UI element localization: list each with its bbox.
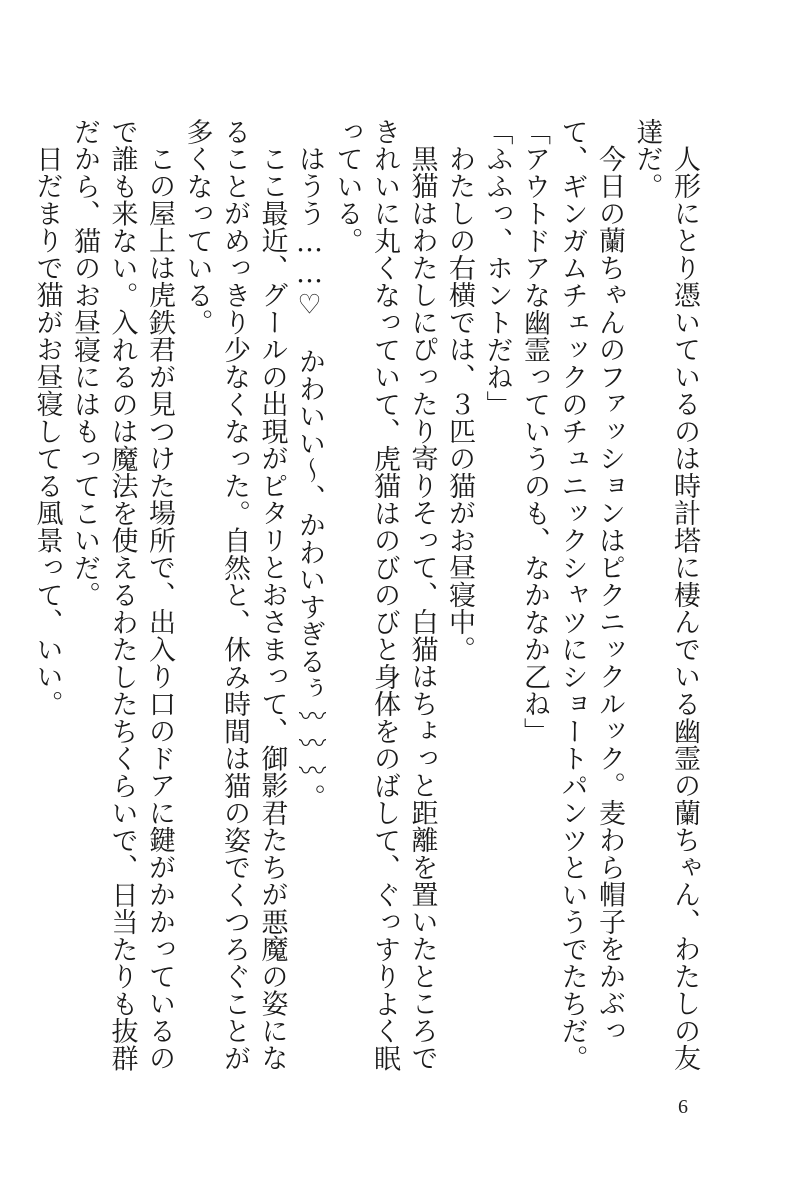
- paragraph: 人形にとり憑いているのは時計塔に棲んでいる幽霊の蘭ちゃん、わたしの友達だ。: [631, 118, 700, 1072]
- paragraph: 今日の蘭ちゃんのファッションはピクニックルック。麦わら帽子をかぶって、ギンガムチェックのチュニックシャツにショートパンツというでたちだ。: [556, 118, 625, 1072]
- paragraph: 黒猫はわたしにぴったり寄りそって、白猫はちょっと距離を置いたところできれいに丸くなっていて、虎猫はのびのびと身体をのばして、ぐっすりよく眠っている。: [331, 118, 438, 1072]
- dialogue-line: 「ふふっ、ホントだね」: [481, 118, 513, 418]
- dialogue-line: 「アウトドアな幽霊っていうのも、なかなか乙ね」: [519, 118, 550, 745]
- paragraph: はうう……♡ かわいい〜、かわいすぎるぅ〰〰〰。: [294, 145, 325, 811]
- paragraph: 日だまりで猫がお昼寝してる風景って、いい。: [31, 145, 63, 718]
- paragraph: ここ最近、グールの出現がピタリとおさまって、御影君たちが悪魔の姿になることがめっきり少なくなった。自然と、休み時間は猫の姿でくつろぐことが多くなっている。: [181, 118, 288, 1072]
- page-number: 6: [678, 1096, 688, 1118]
- paragraph: わたしの右横では、３匹の猫がお昼寝中。: [444, 145, 475, 663]
- paragraph: この屋上は虎鉄君が見つけた場所で、出入り口のドアに鍵がかかっているので誰も来ない。入れるのは魔法を使えるわたしたちくらいで、日当たりも抜群だから、猫のお昼寝にはもってこいだ。: [69, 118, 175, 1072]
- body-text: [31, 118, 703, 1078]
